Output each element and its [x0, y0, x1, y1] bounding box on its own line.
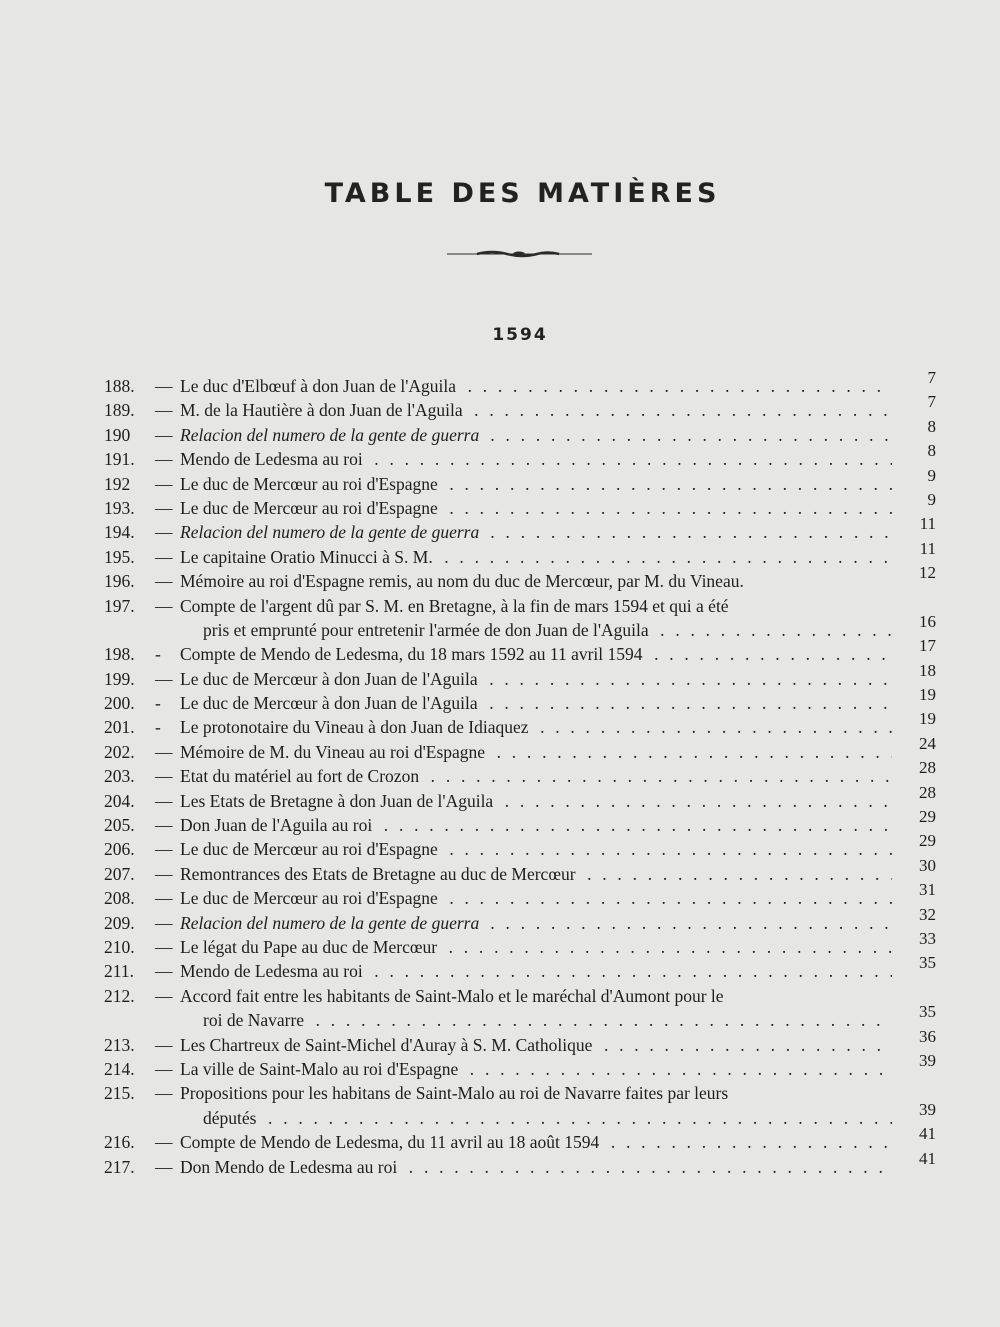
entry-number: 211.	[104, 961, 134, 982]
entry-title: Le duc de Mercœur au roi d'Espagne . . .	[180, 496, 892, 520]
entry-page-number: 35	[919, 953, 936, 973]
entry-title: Le capitaine Oratio Minucci à S. M. . . .	[180, 545, 892, 569]
entry-page-number: 39	[919, 1050, 936, 1070]
dot-leader	[467, 400, 892, 420]
entry-number: 196.	[104, 571, 135, 592]
toc-entry	[0, 489, 1000, 520]
entry-title: Etat du matériel au fort de Crozon . . .	[180, 764, 892, 788]
entry-page-number: 11	[919, 514, 936, 534]
dot-leader	[260, 1108, 892, 1128]
entry-number: 198.	[104, 644, 135, 665]
entry-dash: —	[155, 546, 173, 567]
entry-number: 203.	[104, 766, 135, 787]
toc-entry-line	[0, 416, 1000, 447]
entry-page-number: 7	[927, 368, 936, 387]
toc-entry	[0, 733, 1000, 764]
toc-entry-line	[0, 514, 1000, 544]
entry-dash: —	[155, 1083, 173, 1104]
toc-entry-line	[0, 441, 1000, 471]
toc-entry-line	[0, 1002, 1000, 1032]
entry-page-number: 30	[919, 855, 936, 875]
toc-entry	[0, 368, 1000, 398]
dot-leader	[580, 864, 892, 884]
entry-page-number: 41	[919, 1148, 936, 1168]
toc-entry	[0, 758, 1000, 788]
entry-page-number: 29	[919, 807, 936, 827]
toc-entry-line	[0, 953, 1000, 983]
dot-leader	[483, 425, 892, 445]
toc-entry	[0, 904, 1000, 935]
toc-entry	[0, 685, 1000, 715]
toc-entry	[0, 594, 1000, 643]
entry-page-number: 16	[919, 611, 936, 631]
entry-page-number: 7	[927, 392, 936, 412]
toc-entry	[0, 465, 1000, 496]
entry-dash: —	[155, 961, 173, 982]
toc-entry-line	[0, 1099, 1000, 1130]
entry-page-number: 35	[919, 1002, 936, 1022]
entry-number: 195.	[104, 546, 135, 567]
entry-dash: —	[155, 985, 173, 1006]
entry-dash: —	[155, 1058, 173, 1079]
entry-page-number: 19	[919, 709, 936, 729]
toc-entry	[0, 538, 1000, 569]
toc-entry-line	[0, 758, 1000, 788]
toc-entry	[0, 441, 1000, 471]
dot-leader	[441, 937, 892, 957]
entry-dash: —	[155, 888, 173, 909]
toc-entry	[0, 709, 1000, 739]
toc-entry	[0, 1050, 1000, 1081]
toc-entry-line	[0, 1148, 1000, 1179]
dot-leader	[482, 693, 892, 713]
entry-title: La ville de Saint-Malo au roi d'Espagne . . .	[180, 1057, 892, 1081]
toc-entry	[0, 514, 1000, 544]
page-title: TABLE DES MATIÈRES	[324, 178, 721, 209]
entry-number: 214.	[104, 1058, 135, 1079]
entry-title: Remontrances des Etats de Bretagne au duc de Mercœur . . .	[180, 862, 892, 886]
entry-title: Don Mendo de Ledesma au roi . . .	[180, 1155, 892, 1179]
entry-title: pris et emprunté pour entretenir l'armée de don Juan de l'Aguila . . .	[203, 618, 892, 642]
entry-dash: —	[155, 571, 173, 592]
entry-dash: —	[155, 473, 173, 494]
entry-number: 213.	[104, 1034, 135, 1055]
entry-number: 200.	[104, 693, 135, 714]
dot-leader	[482, 669, 892, 689]
entry-dash: —	[155, 1132, 173, 1153]
entry-number: 217.	[104, 1156, 135, 1177]
entry-title: députés . . .	[203, 1106, 892, 1130]
entry-dash: —	[155, 400, 173, 421]
entry-title: Le duc de Mercœur au roi d'Espagne . . .	[180, 472, 892, 496]
entry-number: 205.	[104, 815, 135, 836]
dot-leader	[442, 474, 892, 494]
section-year: 1594	[492, 325, 548, 345]
toc-entry	[0, 1026, 1000, 1057]
entry-page-number: 19	[919, 685, 936, 705]
entry-number: 210.	[104, 936, 135, 957]
toc-entry-line	[0, 928, 1000, 959]
entry-title: Relacion del numero de la gente de guerra . . .	[180, 911, 892, 935]
toc-entry-line	[0, 733, 1000, 764]
entry-page-number: 31	[919, 880, 936, 900]
entry-dash: —	[155, 376, 173, 396]
toc-entry-line	[0, 709, 1000, 739]
entry-page-number: 11	[919, 538, 936, 558]
entry-title: Le duc de Mercœur à don Juan de l'Aguila . . .	[180, 667, 892, 691]
entry-dash: -	[155, 717, 161, 738]
dot-leader	[483, 522, 892, 542]
entry-title: Mémoire au roi d'Espagne remis, au nom du duc de Mercœur, par M. du Vineau.	[180, 571, 744, 592]
entry-number: 191.	[104, 449, 135, 470]
entry-dash: —	[155, 522, 173, 543]
dot-leader	[308, 1010, 892, 1030]
entry-number: 194.	[104, 522, 135, 543]
entry-number: 202.	[104, 741, 135, 762]
dot-leader	[460, 376, 892, 396]
toc-entry	[0, 855, 1000, 886]
entry-number: 189.	[104, 400, 135, 421]
entry-title: Compte de Mendo de Ledesma, du 11 avril au 18 août 1594 . . .	[180, 1130, 892, 1154]
toc-entry	[0, 807, 1000, 837]
ornament-divider	[447, 246, 592, 262]
entry-title: Le duc de Mercœur à don Juan de l'Aguila . . .	[180, 691, 892, 715]
entry-title: Les Chartreux de Saint-Michel d'Auray à S. M. Catholique . . .	[180, 1033, 892, 1057]
entry-dash: —	[155, 424, 173, 445]
toc-entry-line	[0, 904, 1000, 935]
dot-leader	[401, 1157, 892, 1177]
toc-entry-line	[0, 368, 1000, 398]
entry-dash: —	[155, 595, 173, 616]
toc-entry	[0, 928, 1000, 959]
entry-dash: —	[155, 839, 173, 860]
toc-entry-line	[0, 831, 1000, 861]
entry-dash: —	[155, 497, 173, 518]
entry-dash: —	[155, 449, 173, 470]
entry-page-number: 36	[919, 1026, 936, 1046]
dot-leader	[647, 644, 892, 664]
dot-leader	[442, 839, 892, 859]
entry-dash: -	[155, 644, 161, 665]
toc-entry	[0, 416, 1000, 447]
dot-leader	[653, 620, 892, 640]
entry-dash: —	[155, 863, 173, 884]
entry-page-number: 12	[919, 563, 936, 583]
toc-entry-line	[0, 489, 1000, 520]
entry-dash: —	[155, 936, 173, 957]
toc-entry-line	[0, 392, 1000, 422]
dot-leader	[367, 961, 892, 981]
entry-title: Accord fait entre les habitants de Saint-Malo et le maréchal d'Aumont pour le	[180, 985, 724, 1006]
entry-number: 201.	[104, 717, 135, 738]
entry-page-number: 32	[919, 904, 936, 924]
toc-entry-line	[0, 984, 1000, 1008]
toc-entry-line	[0, 660, 1000, 691]
dot-leader	[533, 717, 892, 737]
entry-title: Propositions pour les habitans de Saint-Malo au roi de Navarre faites par leurs	[180, 1083, 729, 1104]
entry-page-number: 9	[927, 465, 936, 485]
toc-entry	[0, 831, 1000, 861]
entry-page-number: 8	[927, 441, 936, 461]
dot-leader	[603, 1132, 892, 1152]
toc-entry	[0, 1148, 1000, 1179]
toc-entry	[0, 880, 1000, 910]
toc-entry-line	[0, 1124, 1000, 1154]
entry-title: Relacion del numero de la gente de guerra . . .	[180, 423, 892, 447]
entry-number: 199.	[104, 668, 135, 689]
entry-page-number: 29	[919, 831, 936, 851]
entry-title: Les Etats de Bretagne à don Juan de l'Aguila . . .	[180, 789, 892, 813]
toc-entry-line	[0, 782, 1000, 813]
toc-entry-line	[0, 563, 1000, 593]
entry-title: Compte de l'argent dû par S. M. en Bretagne, à la fin de mars 1594 et qui a été	[180, 595, 729, 616]
entry-page-number: 33	[919, 928, 936, 948]
dot-leader	[483, 913, 892, 933]
entry-dash: —	[155, 1156, 173, 1177]
entry-dash: —	[155, 741, 173, 762]
toc-entry-line	[0, 611, 1000, 642]
dot-leader	[367, 449, 892, 469]
entry-number: 215.	[104, 1083, 135, 1104]
toc-entry-line	[0, 538, 1000, 569]
entry-dash: —	[155, 1034, 173, 1055]
toc-entry-line	[0, 880, 1000, 910]
entry-page-number: 28	[919, 782, 936, 802]
entry-page-number: 28	[919, 758, 936, 778]
toc-entry	[0, 984, 1000, 1033]
entry-number: 204.	[104, 790, 135, 811]
entry-title: Compte de Mendo de Ledesma, du 18 mars 1592 au 11 avril 1594 . . .	[180, 642, 892, 666]
entry-number: 190	[104, 424, 131, 445]
entry-title: Le duc de Mercœur au roi d'Espagne . . .	[180, 837, 892, 861]
dot-leader	[437, 547, 892, 567]
entry-number: 192	[104, 473, 131, 494]
dot-leader	[442, 888, 892, 908]
entry-title: roi de Navarre . . .	[203, 1008, 892, 1032]
entry-title: Le légat du Pape au duc de Mercœur . . .	[180, 935, 892, 959]
toc-entry	[0, 636, 1000, 666]
entry-page-number: 24	[919, 733, 936, 753]
entry-number: 188.	[104, 376, 135, 396]
dot-leader	[423, 766, 892, 786]
entry-number: 212.	[104, 985, 135, 1006]
entry-page-number: 41	[919, 1124, 936, 1144]
dot-leader	[442, 498, 892, 518]
toc-entry	[0, 660, 1000, 691]
entry-dash: —	[155, 912, 173, 933]
entry-page-number: 18	[919, 660, 936, 680]
entry-title: Mendo de Ledesma au roi . . .	[180, 959, 892, 983]
entry-number: 197.	[104, 595, 135, 616]
entry-dash: —	[155, 790, 173, 811]
dot-leader	[497, 791, 892, 811]
dot-leader	[462, 1059, 892, 1079]
entry-number: 193.	[104, 497, 135, 518]
entry-dash: —	[155, 815, 173, 836]
entry-page-number: 8	[927, 416, 936, 436]
toc-entry-line	[0, 1050, 1000, 1081]
entry-dash: —	[155, 766, 173, 787]
toc-entry	[0, 1081, 1000, 1130]
entry-page-number: 39	[919, 1099, 936, 1119]
entry-title: Mendo de Ledesma au roi . . .	[180, 447, 892, 471]
dot-leader	[489, 742, 892, 762]
toc-entry-line	[0, 855, 1000, 886]
toc-entry-line	[0, 1081, 1000, 1105]
toc-entry	[0, 563, 1000, 593]
entry-title: Le duc de Mercœur au roi d'Espagne . . .	[180, 886, 892, 910]
entry-title: Le duc d'Elbœuf à don Juan de l'Aguila . . .	[180, 374, 892, 398]
toc-entry	[0, 392, 1000, 422]
dot-leader	[376, 815, 892, 835]
entry-number: 209.	[104, 912, 135, 933]
toc-entry	[0, 953, 1000, 983]
toc-entry-line	[0, 807, 1000, 837]
toc-entry-line	[0, 465, 1000, 496]
entry-number: 216.	[104, 1132, 135, 1153]
entry-title: Relacion del numero de la gente de guerra . . .	[180, 520, 892, 544]
toc-entry	[0, 1124, 1000, 1154]
entry-title: Mémoire de M. du Vineau au roi d'Espagne . . .	[180, 740, 892, 764]
entry-number: 206.	[104, 839, 135, 860]
entry-title: M. de la Hautière à don Juan de l'Aguila . . .	[180, 398, 892, 422]
toc-entry-line	[0, 594, 1000, 618]
toc-entry	[0, 782, 1000, 813]
entry-page-number: 9	[927, 489, 936, 509]
dot-leader	[596, 1035, 892, 1055]
entry-number: 208.	[104, 888, 135, 909]
toc-entry-line	[0, 636, 1000, 666]
toc-entry-line	[0, 685, 1000, 715]
entry-title: Don Juan de l'Aguila au roi . . .	[180, 813, 892, 837]
entry-title: Le protonotaire du Vineau à don Juan de Idiaquez . . .	[180, 715, 892, 739]
entry-page-number: 17	[919, 636, 936, 656]
entry-dash: -	[155, 693, 161, 714]
entry-dash: —	[155, 668, 173, 689]
toc-entry-line	[0, 1026, 1000, 1057]
entry-number: 207.	[104, 863, 135, 884]
table-of-contents	[0, 368, 1000, 1179]
